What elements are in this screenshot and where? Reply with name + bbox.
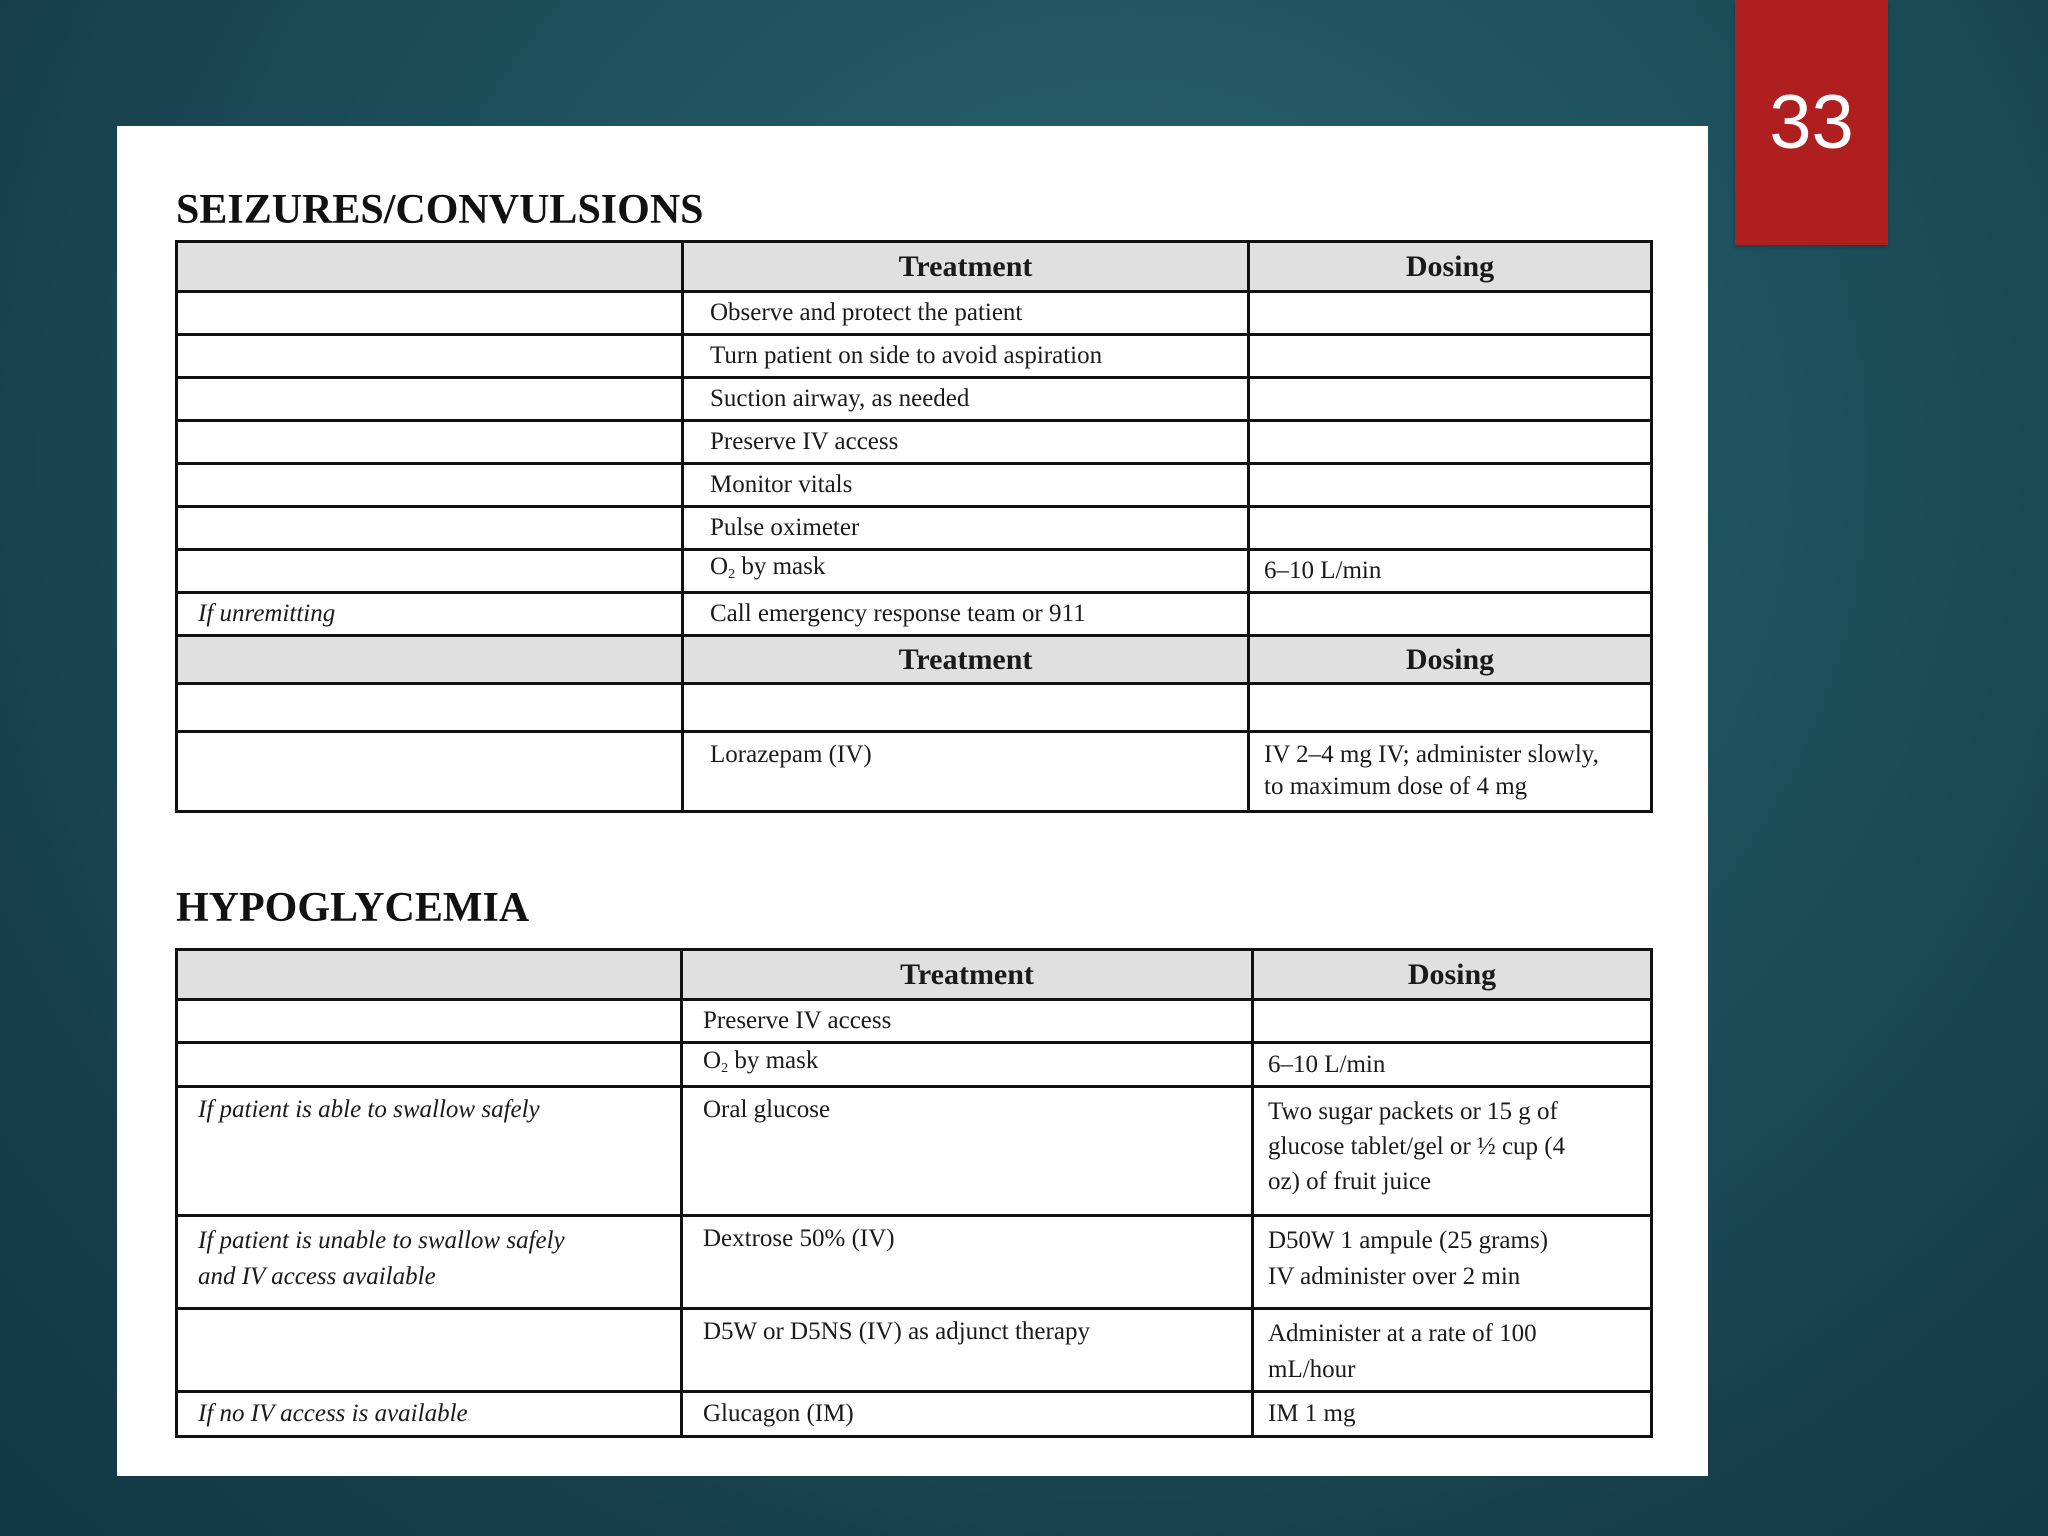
hypoglycemia-title: HYPOGLYCEMIA (176, 885, 530, 931)
dosing-cell: 6–10 L/min (1249, 550, 1652, 593)
treatment-cell: Oral glucose (682, 1087, 1253, 1216)
condition-cell (177, 464, 683, 507)
header-treatment: Treatment (682, 950, 1253, 1000)
dosing-cell (1249, 732, 1652, 812)
slide-number-badge (1735, 0, 1888, 245)
treatment-cell: Turn patient on side to avoid aspiration (683, 335, 1249, 378)
table-header-row (177, 242, 1652, 292)
dosing-line: to maximum dose of 4 mg (1264, 773, 1528, 800)
table-row (177, 1087, 1652, 1216)
dosing-line: mL/hour (1268, 1356, 1356, 1383)
header-condition (177, 242, 683, 292)
o2-suffix: by mask (728, 1046, 819, 1074)
o2-symbol: O (703, 1046, 722, 1074)
dosing-line: oz) of fruit juice (1268, 1168, 1432, 1195)
condition-cell (177, 732, 683, 812)
table-row (177, 378, 1652, 421)
dosing-line: glucose tablet/gel or ½ cup (4 (1268, 1133, 1566, 1160)
dosing-cell (1249, 292, 1652, 335)
header-dosing: Dosing (1253, 950, 1652, 1000)
protocol-document (117, 126, 1708, 1476)
treatment-cell: Dextrose 50% (IV) (682, 1216, 1253, 1309)
dosing-line: IV administer over 2 min (1268, 1263, 1521, 1290)
header-condition (177, 636, 683, 684)
dosing-cell (1249, 335, 1652, 378)
table-row (177, 292, 1652, 335)
table-row (177, 335, 1652, 378)
o2-subscript: 2 (721, 1060, 729, 1076)
o2-suffix: by mask (735, 553, 826, 580)
dosing-line: Two sugar packets or 15 g of (1268, 1098, 1558, 1125)
dosing-cell (1249, 421, 1652, 464)
condition-cell (177, 1309, 682, 1392)
treatment-cell (683, 684, 1249, 732)
dosing-cell (1249, 378, 1652, 421)
condition-cell (177, 292, 683, 335)
treatment-cell: Monitor vitals (683, 464, 1249, 507)
dosing-cell (1249, 684, 1652, 732)
table-row (177, 1043, 1652, 1087)
condition-cell (177, 550, 683, 593)
condition-line: and IV access available (198, 1263, 436, 1290)
treatment-cell (682, 1043, 1253, 1087)
o2-symbol: O (710, 553, 729, 580)
table-row (177, 1216, 1652, 1309)
dosing-cell (1249, 593, 1652, 636)
condition-cell: If no IV access is available (177, 1392, 682, 1437)
treatment-cell: Lorazepam (IV) (683, 732, 1249, 812)
slide-number: 33 (1769, 80, 1854, 165)
treatment-cell: Preserve IV access (682, 1000, 1253, 1043)
table-header-row (177, 950, 1652, 1000)
table-row (177, 1392, 1652, 1437)
treatment-cell: D5W or D5NS (IV) as adjunct therapy (682, 1309, 1253, 1392)
treatment-cell: Glucagon (IM) (682, 1392, 1253, 1437)
table-row (177, 507, 1652, 550)
dosing-line: D50W 1 ampule (25 grams) (1268, 1227, 1549, 1254)
table-row (177, 1309, 1652, 1392)
dosing-cell (1253, 1216, 1652, 1309)
treatment-cell: Call emergency response team or 911 (683, 593, 1249, 636)
dosing-cell (1249, 464, 1652, 507)
condition-cell (177, 1000, 682, 1043)
table-row (177, 732, 1652, 812)
header-dosing: Dosing (1249, 636, 1652, 684)
condition-cell (177, 1216, 682, 1309)
table-header-row (177, 636, 1652, 684)
hypoglycemia-table (175, 948, 1653, 1438)
condition-cell (177, 335, 683, 378)
treatment-cell: Suction airway, as needed (683, 378, 1249, 421)
condition-cell (177, 421, 683, 464)
dosing-cell (1253, 1087, 1652, 1216)
table-row (177, 684, 1652, 732)
dosing-cell: IM 1 mg (1253, 1392, 1652, 1437)
table-row (177, 593, 1652, 636)
treatment-cell (683, 550, 1249, 593)
seizures-title: SEIZURES/CONVULSIONS (176, 187, 704, 233)
table-row (177, 1000, 1652, 1043)
condition-cell (177, 378, 683, 421)
seizures-table (175, 240, 1653, 813)
dosing-line: Administer at a rate of 100 (1268, 1320, 1537, 1347)
condition-cell: If unremitting (177, 593, 683, 636)
condition-cell (177, 684, 683, 732)
header-treatment: Treatment (683, 636, 1249, 684)
dosing-cell (1249, 507, 1652, 550)
treatment-cell: Pulse oximeter (683, 507, 1249, 550)
table-row (177, 421, 1652, 464)
condition-line: If patient is unable to swallow safely (198, 1227, 565, 1254)
header-treatment: Treatment (683, 242, 1249, 292)
table-row (177, 550, 1652, 593)
dosing-line: IV 2–4 mg IV; administer slowly, (1264, 741, 1599, 768)
header-dosing: Dosing (1249, 242, 1652, 292)
dosing-cell (1253, 1000, 1652, 1043)
treatment-cell: Preserve IV access (683, 421, 1249, 464)
dosing-cell (1253, 1309, 1652, 1392)
dosing-cell: 6–10 L/min (1253, 1043, 1652, 1087)
table-row (177, 464, 1652, 507)
condition-cell (177, 507, 683, 550)
condition-cell (177, 1043, 682, 1087)
treatment-cell: Observe and protect the patient (683, 292, 1249, 335)
header-condition (177, 950, 682, 1000)
o2-subscript: 2 (728, 567, 736, 582)
condition-cell: If patient is able to swallow safely (177, 1087, 682, 1216)
